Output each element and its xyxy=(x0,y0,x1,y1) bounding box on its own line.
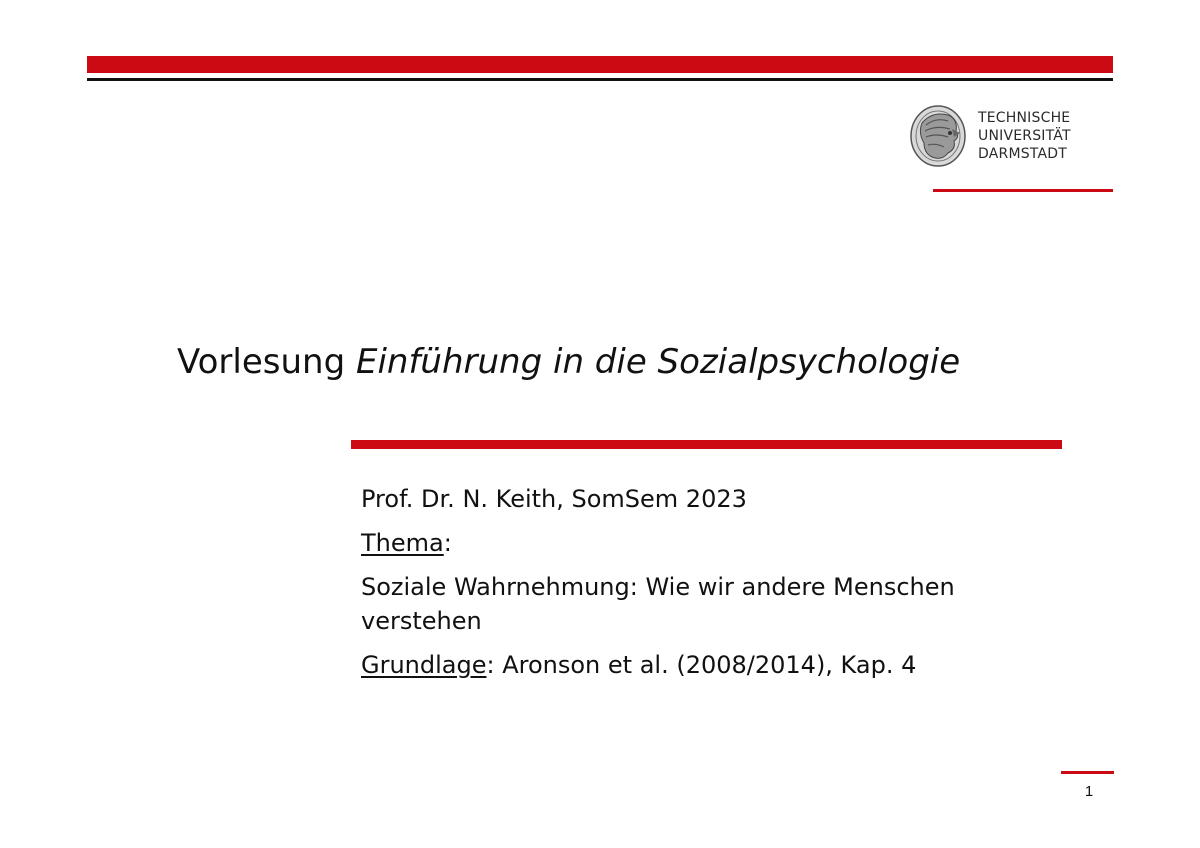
basis-text: : Aronson et al. (2008/2014), Kap. 4 xyxy=(486,651,917,679)
topic-heading xyxy=(361,526,1081,560)
topic-line-1: Soziale Wahrnehmung: Wie wir andere Menschen xyxy=(361,573,955,601)
logo-red-underline xyxy=(933,189,1113,192)
basis-line xyxy=(361,648,1081,682)
topic-label: Thema xyxy=(361,529,444,557)
page-number-red-line xyxy=(1061,771,1114,774)
logo-line-2: UNIVERSITÄT xyxy=(978,128,1071,144)
lecturer-line: Prof. Dr. N. Keith, SomSem 2023 xyxy=(361,485,747,513)
header-black-line xyxy=(87,78,1113,81)
course-name: Einführung in die Sozialpsychologie xyxy=(355,342,961,382)
title-prefix: Vorlesung xyxy=(177,342,346,382)
page-number: 1 xyxy=(1084,783,1094,800)
topic-line-2: verstehen xyxy=(361,607,482,635)
logo-wordmark xyxy=(978,109,1071,163)
lecture-details xyxy=(361,482,1081,692)
logo-line-3: DARMSTADT xyxy=(978,146,1067,162)
university-logo xyxy=(906,103,1116,173)
logo-line-1: TECHNISCHE xyxy=(978,110,1071,126)
slide-title xyxy=(177,338,1137,386)
title-red-bar xyxy=(351,440,1062,449)
topic-colon: : xyxy=(443,529,452,557)
athena-seal-icon xyxy=(908,103,970,169)
basis-label: Grundlage xyxy=(361,651,487,679)
header-red-bar xyxy=(87,56,1113,73)
